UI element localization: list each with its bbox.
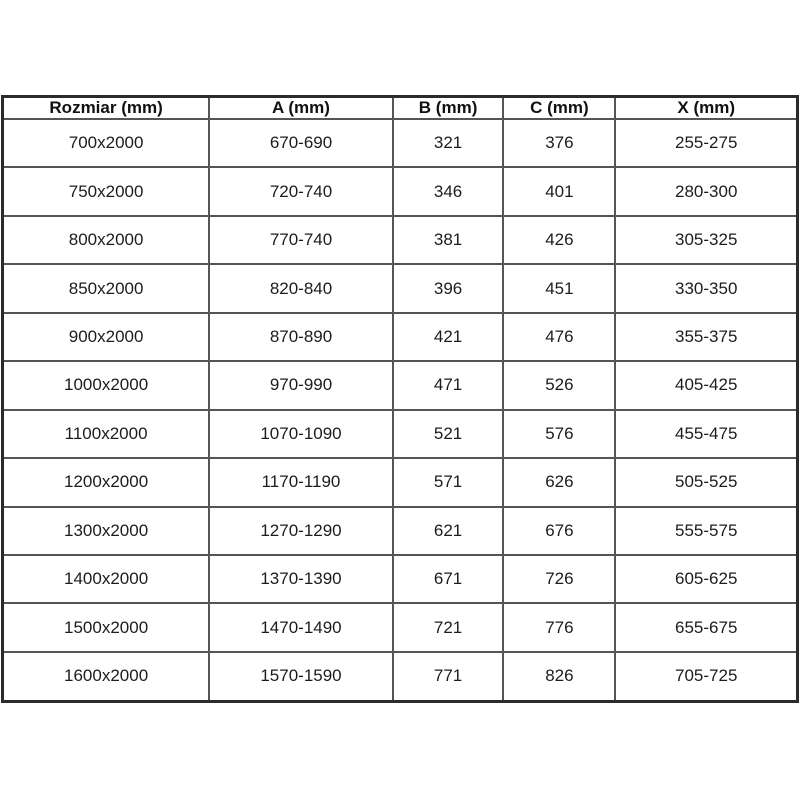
table-cell: 1170-1190 — [209, 458, 393, 506]
table-cell: 726 — [503, 555, 615, 603]
table-row — [3, 361, 798, 409]
table-cell: 426 — [503, 216, 615, 264]
table-row — [3, 458, 798, 506]
table-cell: 476 — [503, 313, 615, 361]
table-cell: 900x2000 — [3, 313, 210, 361]
table-cell: 421 — [393, 313, 504, 361]
table-cell: 396 — [393, 264, 504, 312]
table-cell: 676 — [503, 507, 615, 555]
table-cell: 381 — [393, 216, 504, 264]
table-cell: 451 — [503, 264, 615, 312]
table-cell: 626 — [503, 458, 615, 506]
header-cell-a: A (mm) — [209, 97, 393, 120]
table-cell: 1470-1490 — [209, 603, 393, 651]
table-cell: 720-740 — [209, 167, 393, 215]
table-row — [3, 555, 798, 603]
table-cell: 455-475 — [615, 410, 797, 458]
table-row — [3, 603, 798, 651]
table-cell: 705-725 — [615, 652, 797, 702]
table-cell: 771 — [393, 652, 504, 702]
table-cell: 346 — [393, 167, 504, 215]
table-cell: 850x2000 — [3, 264, 210, 312]
table-cell: 330-350 — [615, 264, 797, 312]
table-cell: 721 — [393, 603, 504, 651]
size-dimensions-table — [1, 95, 799, 703]
table-cell: 1370-1390 — [209, 555, 393, 603]
table-row — [3, 264, 798, 312]
header-cell-c: C (mm) — [503, 97, 615, 120]
table-cell: 1000x2000 — [3, 361, 210, 409]
table-cell: 526 — [503, 361, 615, 409]
table-cell: 776 — [503, 603, 615, 651]
table-cell: 405-425 — [615, 361, 797, 409]
table-cell: 1070-1090 — [209, 410, 393, 458]
table-row — [3, 167, 798, 215]
table-cell: 826 — [503, 652, 615, 702]
table-cell: 376 — [503, 119, 615, 167]
table-row — [3, 313, 798, 361]
table-cell: 1100x2000 — [3, 410, 210, 458]
table-cell: 800x2000 — [3, 216, 210, 264]
table-cell: 576 — [503, 410, 615, 458]
table-cell: 671 — [393, 555, 504, 603]
table-row — [3, 652, 798, 702]
table-cell: 1400x2000 — [3, 555, 210, 603]
header-row — [3, 97, 798, 120]
table-cell: 970-990 — [209, 361, 393, 409]
header-cell-b: B (mm) — [393, 97, 504, 120]
table-cell: 280-300 — [615, 167, 797, 215]
table-cell: 700x2000 — [3, 119, 210, 167]
table-cell: 670-690 — [209, 119, 393, 167]
header-cell-rozmiar: Rozmiar (mm) — [3, 97, 210, 120]
table-cell: 605-625 — [615, 555, 797, 603]
table-cell: 471 — [393, 361, 504, 409]
table-cell: 621 — [393, 507, 504, 555]
header-cell-x: X (mm) — [615, 97, 797, 120]
table-row — [3, 216, 798, 264]
table-row — [3, 119, 798, 167]
table-cell: 255-275 — [615, 119, 797, 167]
table-cell: 571 — [393, 458, 504, 506]
table-cell: 655-675 — [615, 603, 797, 651]
table-row — [3, 410, 798, 458]
table-cell: 1500x2000 — [3, 603, 210, 651]
table-row — [3, 507, 798, 555]
table-cell: 820-840 — [209, 264, 393, 312]
table-body — [3, 119, 798, 702]
table-cell: 355-375 — [615, 313, 797, 361]
table-cell: 1570-1590 — [209, 652, 393, 702]
table-cell: 750x2000 — [3, 167, 210, 215]
table-cell: 1200x2000 — [3, 458, 210, 506]
table-cell: 555-575 — [615, 507, 797, 555]
table-cell: 870-890 — [209, 313, 393, 361]
table-cell: 305-325 — [615, 216, 797, 264]
table-cell: 321 — [393, 119, 504, 167]
table-cell: 505-525 — [615, 458, 797, 506]
table-cell: 521 — [393, 410, 504, 458]
table-cell: 1270-1290 — [209, 507, 393, 555]
table-cell: 1300x2000 — [3, 507, 210, 555]
table-cell: 401 — [503, 167, 615, 215]
table-cell: 770-740 — [209, 216, 393, 264]
table-header — [3, 97, 798, 120]
table-cell: 1600x2000 — [3, 652, 210, 702]
